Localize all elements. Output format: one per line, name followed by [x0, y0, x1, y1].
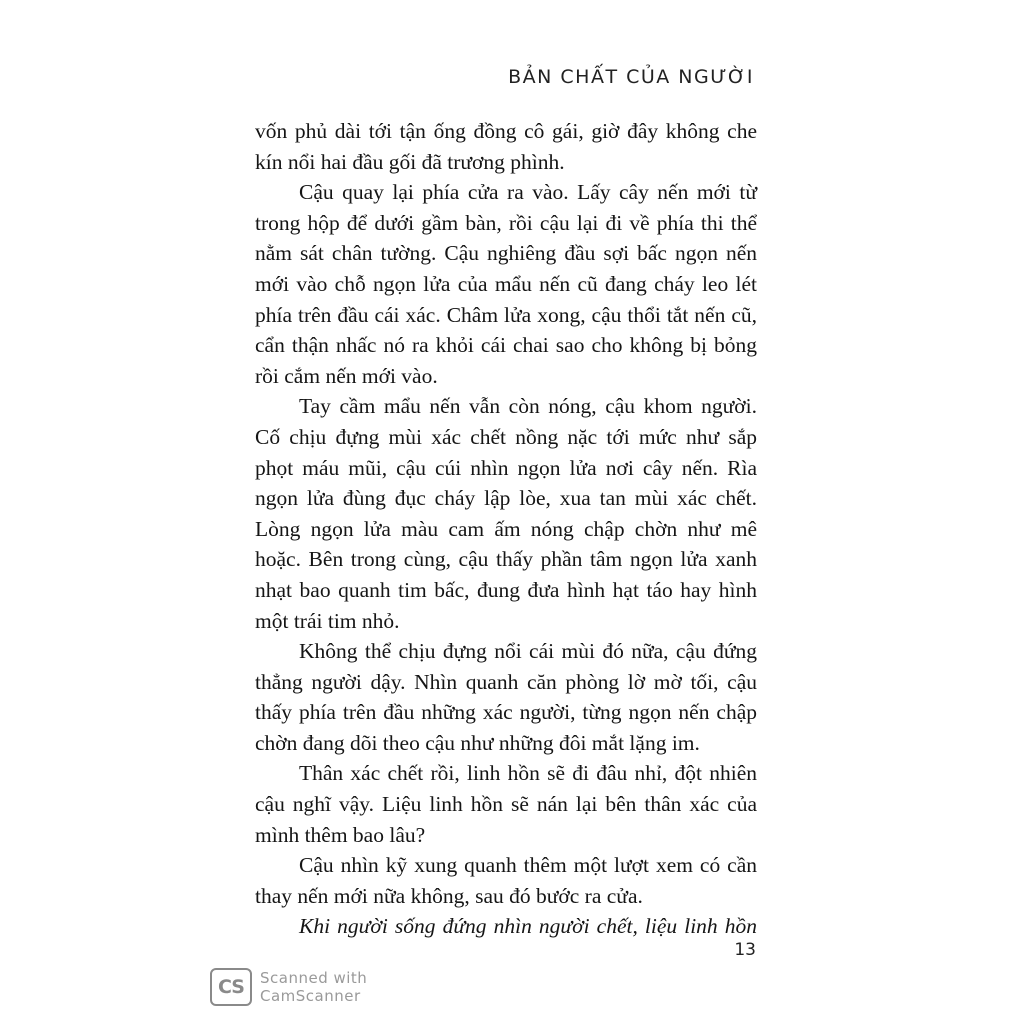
running-title: BẢN CHẤT CỦA NGƯỜI	[508, 66, 754, 88]
paragraph: Thân xác chết rồi, linh hồn sẽ đi đâu nhỉ, đột nhiên cậu nghĩ vậy. Liệu linh hồn sẽ nán lại bên thân xác của mình thêm bao lâu?	[255, 761, 757, 847]
watermark-line-2: CamScanner	[260, 987, 361, 1005]
body-text	[255, 116, 757, 942]
paragraph: Cậu nhìn kỹ xung quanh thêm một lượt xem có cần thay nến mới nữa không, sau đó bước ra cửa.	[255, 853, 757, 908]
paragraph: vốn phủ dài tới tận ống đồng cô gái, giờ đây không che kín nổi hai đầu gối đã trương phình.	[255, 119, 757, 174]
camscanner-logo-icon: CS	[210, 968, 252, 1006]
camscanner-watermark	[210, 968, 367, 1006]
watermark-text	[260, 969, 367, 1005]
page-number: 13	[734, 940, 756, 960]
paragraph: Tay cầm mẩu nến vẫn còn nóng, cậu khom người. Cố chịu đựng mùi xác chết nồng nặc tới mức như sắp phọt máu mũi, cậu cúi nhìn ngọn lửa nơi cây nến. Rìa ngọn lửa đùng đục cháy lập lòe, xua tan mùi xác chết. Lòng ngọn lửa màu cam ấm nóng chập chờn như mê hoặc. Bên trong cùng, cậu thấy phần tâm ngọn lửa xanh nhạt bao quanh tim bấc, đung đưa hình hạt táo hay hình một trái tim nhỏ.	[255, 394, 757, 633]
paragraph: Không thể chịu đựng nổi cái mùi đó nữa, cậu đứng thẳng người dậy. Nhìn quanh căn phòng lờ mờ tối, cậu thấy phía trên đầu những xác người, từng ngọn nến chập chờn đang dõi theo cậu như những đôi mắt lặng im.	[255, 639, 757, 755]
paragraph-italic: Khi người sống đứng nhìn người chết, liệu linh hồn	[299, 914, 757, 939]
watermark-line-1: Scanned with	[260, 969, 368, 987]
paragraph: Cậu quay lại phía cửa ra vào. Lấy cây nến mới từ trong hộp để dưới gầm bàn, rồi cậu lại đi về phía thi thể nằm sát chân tường. Cậu nghiêng đầu sợi bấc ngọn nến mới vào chỗ ngọn lửa của mẩu nến cũ đang cháy leo lét phía trên đầu cái xác. Châm lửa xong, cậu thổi tắt nến cũ, cẩn thận nhấc nó ra khỏi cái chai sao cho không bị bỏng rồi cắm nến mới vào.	[255, 180, 757, 388]
